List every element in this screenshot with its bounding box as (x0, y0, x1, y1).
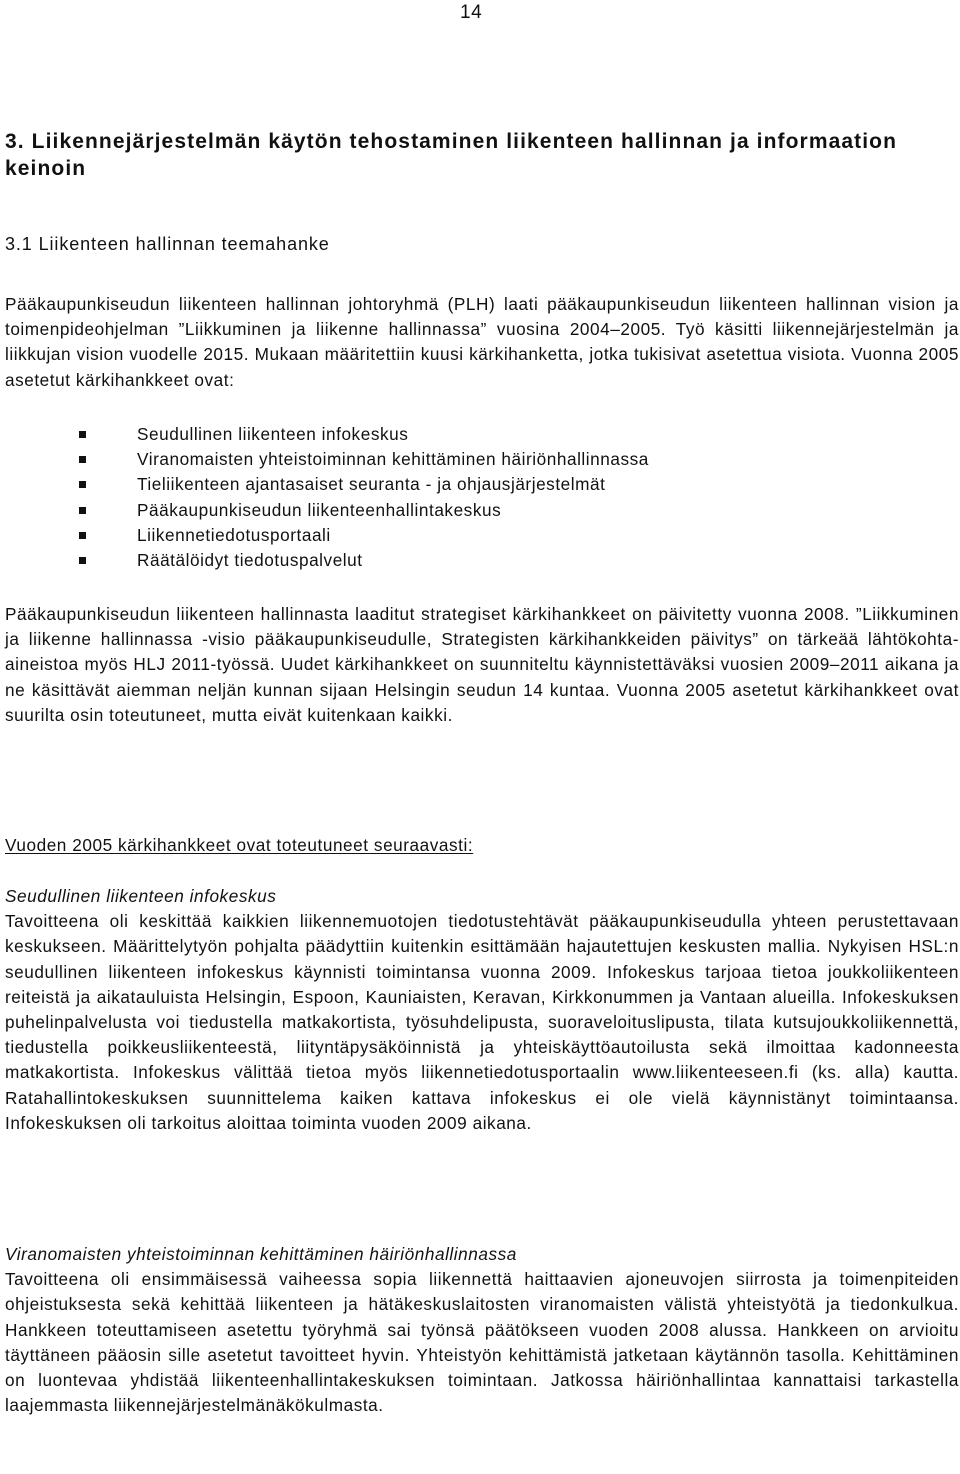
list-item-label: Pääkaupunkiseudun liikenteenhallintakeskus (137, 499, 502, 520)
list-item (79, 447, 939, 472)
list-item-label: Räätälöidyt tiedotuspalvelut (137, 549, 363, 570)
infokeskus-heading: Seudullinen liikenteen infokeskus (5, 886, 277, 906)
bullet-list (79, 422, 939, 573)
infokeskus-body: Tavoitteena oli keskittää kaikkien liikennemuotojen tiedotustehtävät pääkaupunkiseudulla yhteen perustettavaan keskukseen. Määrittelytyön pohjalta päädyttiin kuitenkin esittämään hajautettujen keskusten mallia. Nykyisen HSL:n seudullinen liikenteen infokeskus käynnisti toimintansa vuonna 2009. Infokeskus tarjoaa tietoa joukkoliikenteen reiteistä ja aikatauluista Helsingin, Espoon, Kauniaisten, Keravan, Kirkkonummen ja Vantaan alueilla. Infokeskuksen puhelinpalvelusta voi tiedustella matkakortista, työsuhdelipusta, suoraveloituslipusta, tilata kutsujoukkoliikennettä, tiedustella poikkeusliikenteestä, liityntäpysäköinnistä ja yhteiskäyttöautoilusta sekä ilmoittaa kadonneesta matkakortista. Infokeskus välittää tietoa myös liikennetiedotusportaalin www.liikenteeseen.fi (ks. alla) kautta. Ratahallintokeskuksen suunnittelema kaiken kattava infokeskus ei ole vielä käynnistänyt toimintaansa. Infokeskuksen oli tarkoitus aloittaa toiminta vuoden 2009 aikana. (5, 911, 959, 1133)
list-item-label: Liikennetiedotusportaali (137, 524, 331, 545)
results-heading-text: Vuoden 2005 kärkihankkeet ovat toteutuneet seuraavasti: (5, 835, 474, 855)
page-number: 14 (460, 2, 483, 23)
infokeskus-section (5, 884, 959, 1136)
square-bullet-icon (79, 481, 86, 488)
list-item (79, 548, 939, 573)
viranomaiset-heading: Viranomaisten yhteistoiminnan kehittäminen häiriönhallinnassa (5, 1244, 517, 1264)
section-heading: 3.1 Liikenteen hallinnan teemahanke (5, 234, 330, 254)
intro-paragraph: Pääkaupunkiseudun liikenteen hallinnan johtoryhmä (PLH) laati pääkaupunkiseudun liikenteen hallinnan vision ja toimenpideohjelman ”Liikkuminen ja liikenne hallinnassa” vuosina 2004–2005. Työ käsitti liikennejärjestelmän ja liikkujan vision vuodelle 2015. Mukaan määritettiin kuusi kärkihanketta, jotka tukisivat asetettua visiota. Vuonna 2005 asetetut kärkihankkeet ovat: (5, 294, 959, 390)
list-item (79, 422, 939, 447)
strategy-paragraph: Pääkaupunkiseudun liikenteen hallinnasta laaditut strategiset kärkihankkeet on päivitetty vuonna 2008. ”Liikkuminen ja liikenne hallinnassa -visio pääkaupunkiseudulle, Strategisten kärkihankkeiden päivitys” on tärkeää lähtökohta-aineistoa myös HLJ 2011-työssä. Uudet kärkihankkeet on suunniteltu käynnistettäväksi vuosien 2009–2011 aikana ja ne käsittävät aiemman neljän kunnan sijaan Helsingin seudun 14 kuntaa. Vuonna 2005 asetetut kärkihankkeet ovat suurilta osin toteutuneet, mutta eivät kuitenkaan kaikki. (5, 604, 959, 725)
results-heading (5, 833, 959, 858)
square-bullet-icon (79, 557, 86, 564)
square-bullet-icon (79, 456, 86, 463)
list-item-label: Tieliikenteen ajantasaiset seuranta - ja ohjausjärjestelmät (137, 474, 606, 495)
list-item (79, 498, 939, 523)
list-item-label: Seudullinen liikenteen infokeskus (137, 424, 409, 444)
viranomaiset-section (5, 1242, 959, 1418)
list-item (79, 523, 939, 548)
chapter-heading: 3. Liikennejärjestelmän käytön tehostaminen liikenteen hallinnan ja informaation keinoin (5, 130, 898, 180)
square-bullet-icon (79, 507, 86, 514)
square-bullet-icon (79, 532, 86, 539)
list-item (79, 472, 939, 497)
viranomaiset-body: Tavoitteena oli ensimmäisessä vaiheessa sopia liikennettä haittaavien ajoneuvojen siirrosta ja toimenpiteiden ohjeistuksesta sekä kehittää liikenteen ja hätäkeskuslaitosten viranomaisten välistä yhteistyötä ja tiedonkulkua. Hankkeen toteuttamiseen asetettu työryhmä sai työnsä päätökseen vuoden 2008 alussa. Hankkeen on arvioitu täyttäneen pääosin sille asetetut tavoitteet hyvin. Yhteistyön kehittämistä jatketaan käytännön tasolla. Kehittäminen on luontevaa yhdistää liikenteenhallintakeskuksen toimintaan. Jatkossa häiriönhallintaa kannattaisi tarkastella laajemmasta liikennejärjestelmänäkökulmasta. (5, 1269, 959, 1416)
list-item-label: Viranomaisten yhteistoiminnan kehittäminen häiriönhallinnassa (137, 449, 649, 470)
square-bullet-icon (79, 431, 86, 438)
